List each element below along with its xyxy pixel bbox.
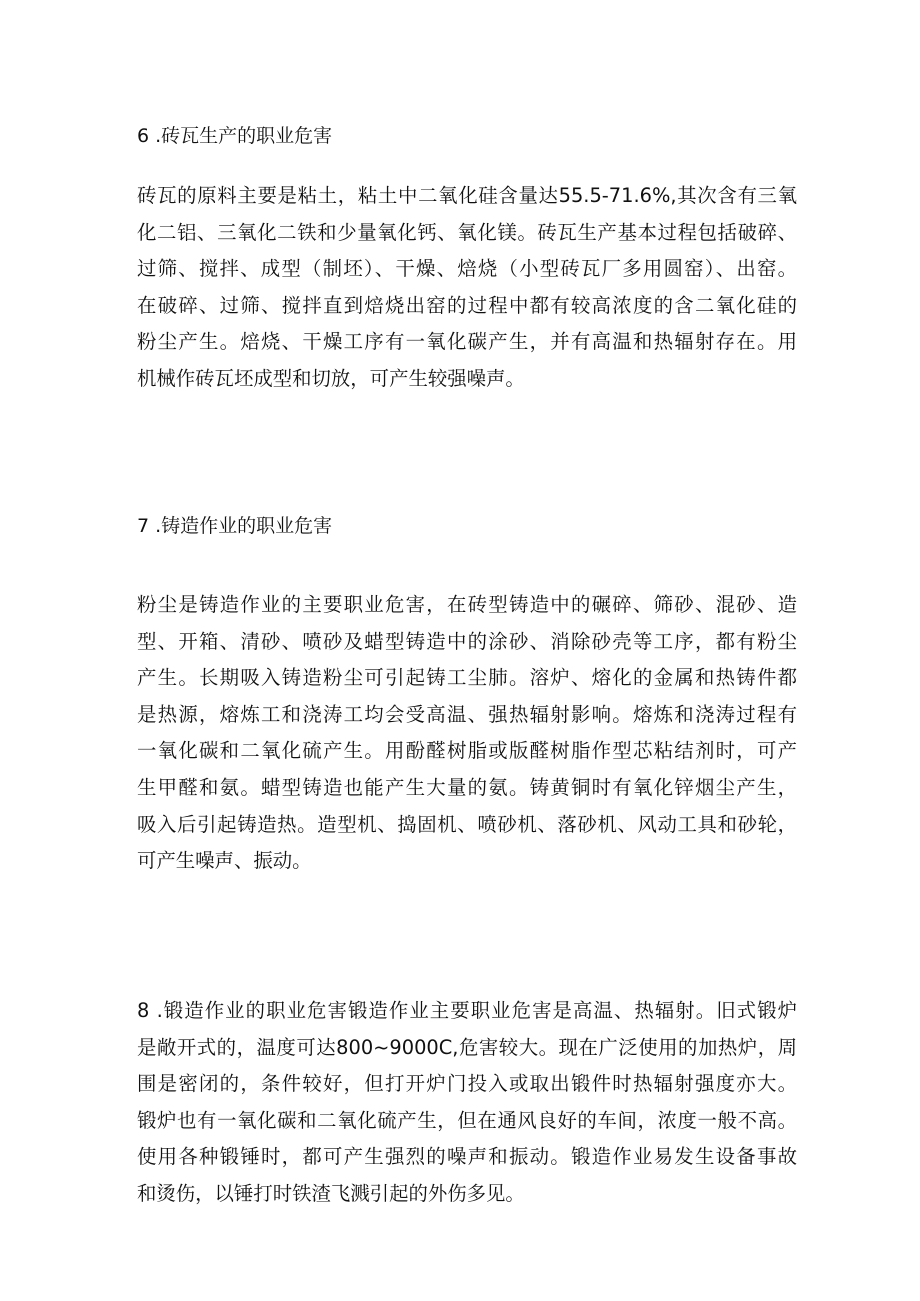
section-6-heading: 6 .砖瓦生产的职业危害 bbox=[137, 125, 333, 147]
paragraph-line: 一氧化碳和二氧化硫产生。用酚醛树脂或版醛树脂作型芯粘结剂时，可产 bbox=[137, 739, 797, 763]
paragraph-line: 产生。长期吸入铸造粉尘可引起铸工尘肺。溶炉、熔化的金属和热铸件都 bbox=[137, 666, 797, 690]
paragraph-line: 在破碎、过筛、搅拌直到焙烧出窑的过程中都有较高浓度的含二氧化硅的 bbox=[137, 293, 797, 317]
paragraph-line: 使用各种锻锤时，都可产生强烈的噪声和振动。锻造作业易发生设备事故 bbox=[137, 1145, 797, 1169]
paragraph-line: 吸入后引起铸造热。造型机、捣固机、喷砂机、落砂机、风动工具和砂轮， bbox=[137, 812, 797, 836]
paragraph-line: 生甲醛和氨。蜡型铸造也能产生大量的氨。铸黄铜时有氧化锌烟尘产生， bbox=[137, 775, 797, 799]
paragraph-line: 过筛、搅拌、成型（制坯）、干燥、焙烧（小型砖瓦厂多用圆窑）、出窑。 bbox=[137, 257, 797, 281]
paragraph-line: 是热源，熔炼工和浇涛工均会受高温、强热辐射影响。熔炼和浇涛过程有 bbox=[137, 702, 797, 726]
paragraph-line: 可产生噪声、振动。 bbox=[137, 849, 312, 873]
section-8-paragraph bbox=[137, 993, 797, 1213]
paragraph-line: 砖瓦的原料主要是粘土，粘土中二氧化硅含量达55.5-71.6%,其次含有三氧 bbox=[137, 184, 797, 207]
paragraph-line: 围是密闭的，条件较好，但打开炉门投入或取出锻件时热辐射强度亦大。 bbox=[137, 1072, 797, 1096]
paragraph-line: 锻炉也有一氧化碳和二氧化硫产生，但在通风良好的车间，浓度一般不高。 bbox=[137, 1108, 797, 1132]
paragraph-line: 型、开箱、清砂、喷砂及蜡型铸造中的涂砂、消除砂壳等工序，都有粉尘 bbox=[137, 629, 797, 653]
paragraph-line: 机械作砖瓦坯成型和切放，可产生较强噪声。 bbox=[137, 366, 525, 390]
paragraph-line: 8 .锻造作业的职业危害锻造作业主要职业危害是高温、热辐射。旧式锻炉 bbox=[137, 999, 797, 1022]
paragraph-line: 和烫伤，以锤打时铁渣飞溅引起的外伤多见。 bbox=[137, 1181, 525, 1205]
section-6-paragraph bbox=[137, 178, 797, 398]
paragraph-line: 粉尘是铸造作业的主要职业危害，在砖型铸造中的碾碎、筛砂、混砂、造 bbox=[137, 593, 797, 616]
section-7-heading: 7 .铸造作业的职业危害 bbox=[137, 515, 333, 537]
paragraph-line: 化二铝、三氧化二铁和少量氧化钙、氧化镁。砖瓦生产基本过程包括破碎、 bbox=[137, 220, 797, 244]
section-7-paragraph bbox=[137, 587, 797, 880]
paragraph-line: 是敞开式的，温度可达800~9000C,危害较大。现在广泛使用的加热炉，周 bbox=[137, 1035, 797, 1059]
paragraph-line: 粉尘产生。焙烧、干燥工序有一氧化碳产生，并有高温和热辐射存在。用 bbox=[137, 330, 797, 354]
